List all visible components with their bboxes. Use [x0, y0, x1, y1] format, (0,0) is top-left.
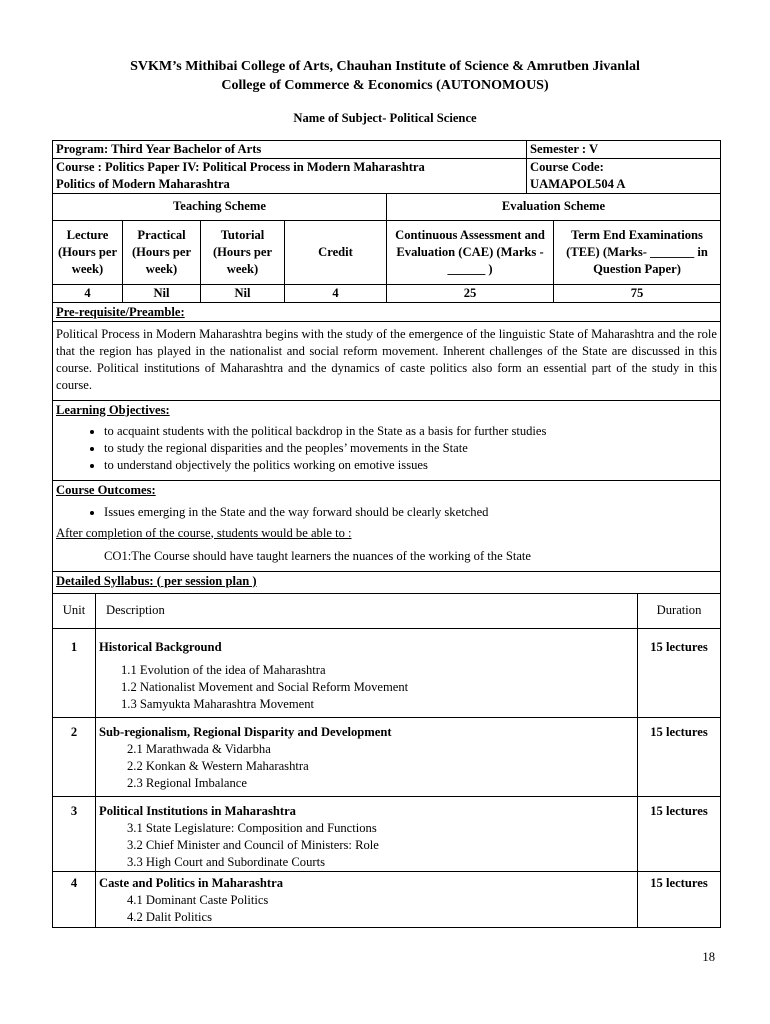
- unit-description: [96, 718, 638, 797]
- unit-description: [96, 797, 638, 872]
- unit-duration: 15 lectures: [638, 718, 721, 797]
- unit-topic: 3.2 Chief Minister and Council of Ministers: Role: [127, 838, 379, 852]
- unit-topic: 1.3 Samyukta Maharashtra Movement: [121, 697, 315, 711]
- unit-number: 4: [53, 872, 96, 928]
- unit-topic: 1.2 Nationalist Movement and Social Reform Movement: [121, 680, 409, 694]
- course-code-cell: [527, 159, 721, 194]
- unit-topic: 1.1 Evolution of the idea of Maharashtra: [121, 663, 326, 677]
- table-row: [53, 797, 721, 872]
- duration-col-header: Duration: [638, 594, 721, 629]
- unit-topic: 2.3 Regional Imbalance: [127, 776, 247, 790]
- objectives-section: [52, 401, 721, 481]
- syllabus-table: [52, 594, 721, 929]
- course-info-table: [52, 140, 721, 194]
- tee-col-header: Term End Examinations (TEE) (Marks- _______ in Question Paper): [554, 220, 721, 284]
- unit-topic: 4.1 Dominant Caste Politics: [127, 893, 269, 907]
- unit-description: [96, 872, 638, 928]
- unit-col-header: Unit: [53, 594, 96, 629]
- semester-cell: Semester : V: [527, 141, 721, 159]
- course-name-cell: [53, 159, 527, 194]
- college-title-line1: SVKM’s Mithibai College of Arts, Chauhan Institute of Science & Amrutben Jivanlal: [130, 59, 640, 74]
- practical-value: Nil: [123, 284, 201, 302]
- objective-item: • to study the regional disparities and the peoples’ movements in the State: [104, 440, 717, 457]
- practical-col-header: Practical (Hours per week): [123, 220, 201, 284]
- outcomes-section: [52, 481, 721, 572]
- unit-topic: 4.2 Dalit Politics: [127, 910, 213, 924]
- table-row: [53, 718, 721, 797]
- unit-topic: 2.1 Marathwada & Vidarbha: [127, 742, 271, 756]
- prerequisite-section: [52, 303, 721, 322]
- evaluation-scheme-heading: Evaluation Scheme: [387, 194, 721, 220]
- unit-title: Political Institutions in Maharashtra: [99, 804, 296, 818]
- course-code-value: UAMAPOL504 A: [530, 177, 626, 191]
- objectives-heading: Learning Objectives:: [56, 402, 170, 417]
- teaching-scheme-heading: Teaching Scheme: [53, 194, 387, 220]
- unit-number: 1: [53, 629, 96, 718]
- unit-description: [96, 629, 638, 718]
- page-number: 18: [702, 950, 715, 964]
- unit-title: Caste and Politics in Maharashtra: [99, 876, 284, 890]
- unit-title: Sub-regionalism, Regional Disparity and Development: [99, 725, 392, 739]
- objectives-list: [56, 423, 717, 474]
- description-col-header: Description: [96, 594, 638, 629]
- unit-number: 2: [53, 718, 96, 797]
- program-cell: Program: Third Year Bachelor of Arts: [53, 141, 527, 159]
- tutorial-col-header: Tutorial (Hours per week): [201, 220, 285, 284]
- outcomes-heading: Course Outcomes:: [56, 482, 156, 497]
- unit-duration: 15 lectures: [638, 872, 721, 928]
- course-code-label: Course Code:: [530, 160, 604, 174]
- objective-item: • to acquaint students with the political backdrop in the State as a basis for further studies: [104, 423, 717, 440]
- table-row: [53, 629, 721, 718]
- unit-topic: 2.2 Konkan & Western Maharashtra: [127, 759, 309, 773]
- college-title-line2: College of Commerce & Economics (AUTONOMOUS): [221, 78, 549, 93]
- syllabus-section: [52, 572, 721, 594]
- tee-value: 75: [554, 284, 721, 302]
- unit-topic: 3.1 State Legislature: Composition and Functions: [127, 821, 377, 835]
- unit-topic: 3.3 High Court and Subordinate Courts: [127, 855, 325, 869]
- course-outcome-co1: CO1:The Course should have taught learners the nuances of the working of the State: [104, 548, 532, 563]
- college-title: [40, 57, 730, 95]
- subject-name: Name of Subject- Political Science: [293, 111, 477, 125]
- prerequisite-heading: Pre-requisite/Preamble:: [56, 304, 185, 319]
- table-row: [53, 872, 721, 928]
- course-frame: [52, 140, 721, 928]
- credit-value: 4: [285, 284, 387, 302]
- outcomes-list: [56, 504, 717, 521]
- prerequisite-text: Political Process in Modern Maharashtra begins with the study of the emergence of the linguistic State of Maharashtra and the role that the region has played in the nationalist and social reform movement. Inherent challenges of the State are discussed in this course. Political institutions of Maharashtra and the dynamics of caste politics also form an essential part of the study in this course.: [52, 322, 721, 401]
- unit-number: 3: [53, 797, 96, 872]
- objective-item: • to understand objectively the politics working on emotive issues: [104, 457, 717, 474]
- course-name-line1: Course : Politics Paper IV: Political Process in Modern Maharashtra: [56, 160, 425, 174]
- cae-value: 25: [387, 284, 554, 302]
- tutorial-value: Nil: [201, 284, 285, 302]
- outcome-item: • Issues emerging in the State and the way forward should be clearly sketched: [104, 504, 717, 521]
- lecture-col-header: Lecture (Hours per week): [53, 220, 123, 284]
- lecture-value: 4: [53, 284, 123, 302]
- syllabus-heading: Detailed Syllabus: ( per session plan ): [56, 573, 257, 588]
- credit-col-header: Credit: [285, 220, 387, 284]
- course-name-line2: Politics of Modern Maharashtra: [56, 177, 230, 191]
- unit-duration: 15 lectures: [638, 629, 721, 718]
- unit-title: Historical Background: [99, 640, 222, 654]
- cae-col-header: Continuous Assessment and Evaluation (CAE) (Marks - ______ ): [387, 220, 554, 284]
- unit-duration: 15 lectures: [638, 797, 721, 872]
- scheme-table: [52, 194, 721, 303]
- outcomes-after-text: After completion of the course, students would be able to :: [56, 525, 352, 540]
